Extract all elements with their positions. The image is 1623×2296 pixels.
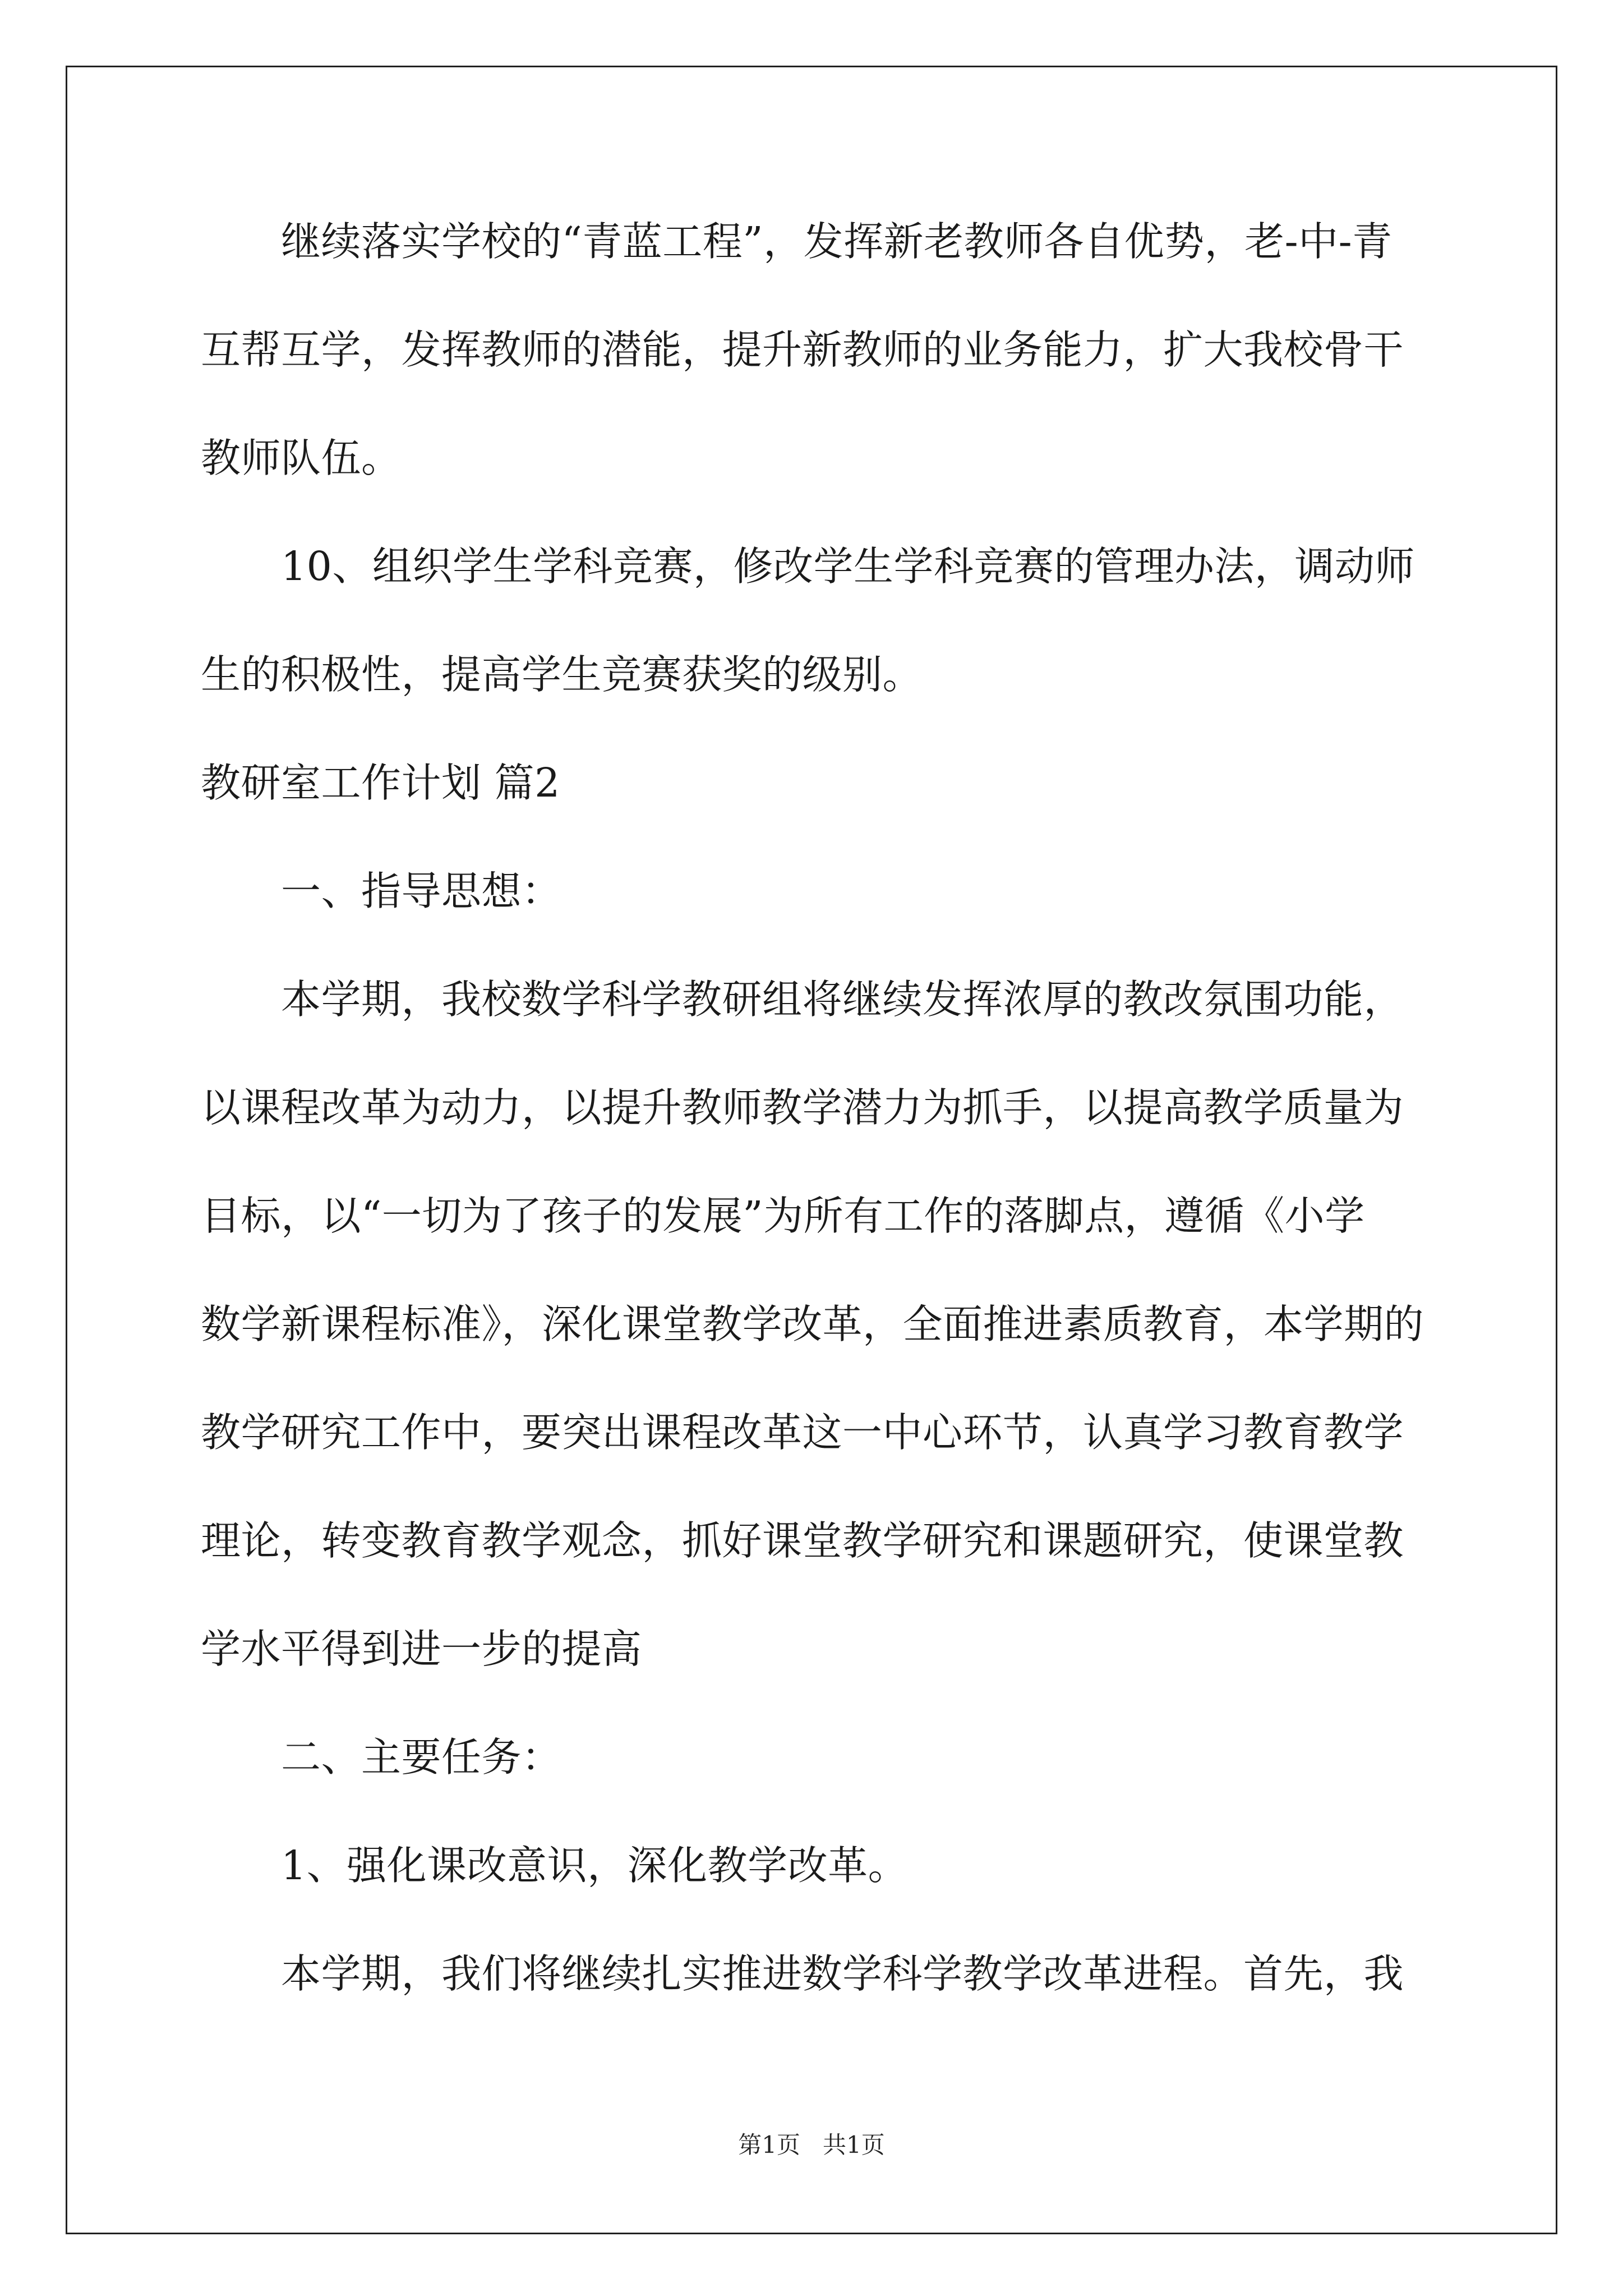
paragraph-line: 10、组织学生学科竞赛，修改学生学科竞赛的管理办法，调动师 — [281, 543, 1415, 590]
paragraph-line: 以课程改革为动力，以提升教师教学潜力为抓手，以提高教学质量为 — [201, 1084, 1404, 1131]
page-border — [66, 66, 1557, 2234]
paragraph-line: 互帮互学，发挥教师的潜能，提升新教师的业务能力，扩大我校骨干 — [201, 326, 1404, 373]
page-footer: 第1页 共1页 — [738, 2131, 885, 2159]
paragraph-line: 教学研究工作中，要突出课程改革这一中心环节，认真学习教育教学 — [201, 1409, 1404, 1456]
subsection-heading: 一、指导思想： — [281, 868, 562, 914]
paragraph-line: 生的积极性，提高学生竞赛获奖的级别。 — [201, 651, 923, 698]
paragraph-line: 目标，以“一切为了孩子的发展”为所有工作的落脚点，遵循《小学 — [201, 1193, 1365, 1239]
paragraph-line: 学水平得到进一步的提高 — [201, 1626, 642, 1672]
paragraph-line: 本学期，我校数学科学教研组将继续发挥浓厚的教改氛围功能， — [281, 976, 1404, 1023]
section-heading: 教研室工作计划 篇2 — [201, 760, 560, 806]
paragraph-line: 继续落实学校的“青蓝工程”，发挥新老教师各自优势，老-中-青 — [281, 218, 1393, 265]
paragraph-line: 1、强化课改意识，深化教学改革。 — [281, 1842, 909, 1889]
subsection-heading: 二、主要任务： — [281, 1734, 562, 1780]
paragraph-line: 教师队伍。 — [201, 435, 402, 481]
paragraph-line: 数学新课程标准》，深化课堂教学改革，全面推进素质教育，本学期的 — [201, 1301, 1424, 1347]
paragraph-line: 理论，转变教育教学观念，抓好课堂教学研究和课题研究，使课堂教 — [201, 1517, 1404, 1564]
paragraph-line: 本学期，我们将继续扎实推进数学科学教学改革进程。首先，我 — [281, 1950, 1404, 1997]
